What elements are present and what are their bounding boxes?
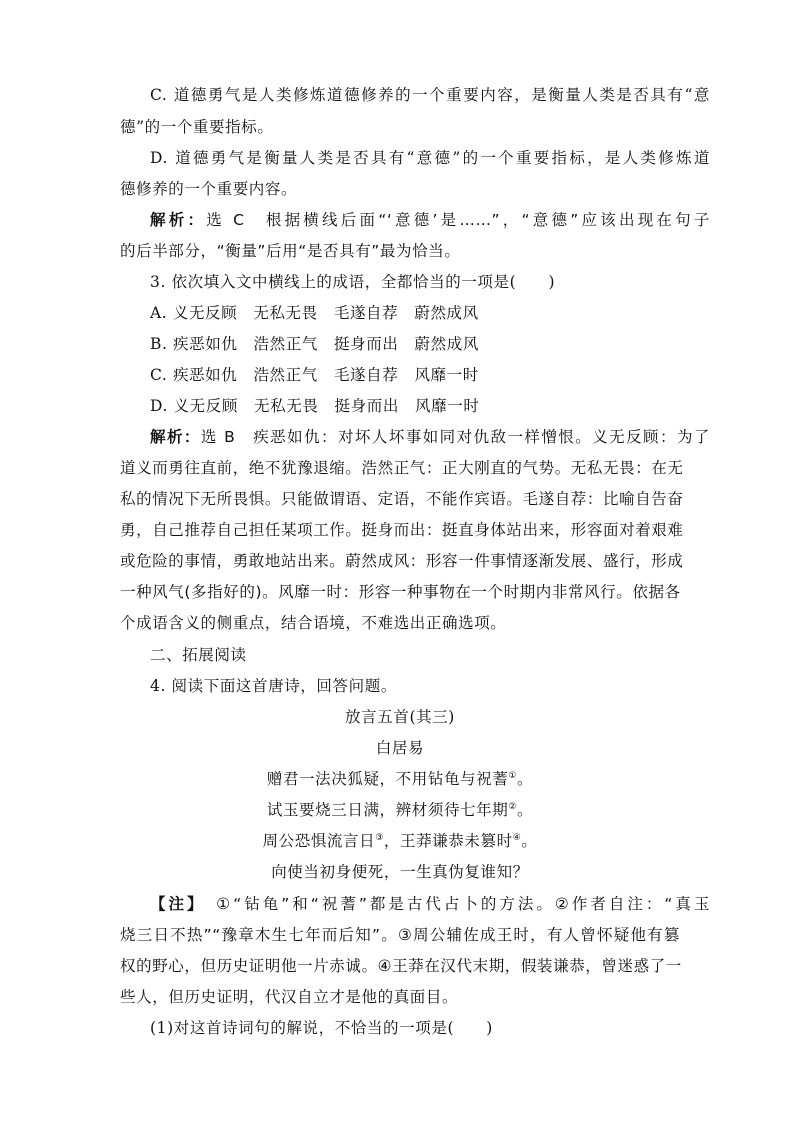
analysis-2-line-3: 私的情况下无所畏惧。只能做谓语、定语，不能作宾语。毛遂自荐：比喻自告奋 — [120, 490, 684, 508]
analysis-2-line-4: 勇，自己推荐自己担任某项工作。挺身而出：挺直身体站出来，形容面对着艰难 — [120, 521, 684, 539]
poem-punctuation: 。 — [521, 832, 538, 850]
analysis-2-line-7: 个成语含义的侧重点，结合语境，不难选出正确选项。 — [120, 614, 507, 632]
poem-line-2 — [120, 799, 680, 821]
footnote-marker: ③ — [375, 832, 384, 843]
analysis-1-line-1 — [150, 209, 710, 231]
analysis-2-line-5: 或危险的事情，勇敢地站出来。蔚然成风：形容一件事情逐渐发展、盛行，形成 — [120, 552, 684, 570]
analysis-text: 选 C 根据横线后面“‘意德’是……”，“意德”应该出现在句子 — [206, 211, 710, 229]
question-3-option-a: A. 义无反顾 无私无畏 毛遂自荐 蔚然成风 — [150, 304, 479, 322]
note-line-4: 些人，但历史证明，代汉自立才是他的真面目。 — [120, 988, 459, 1006]
poem-text: 赠君一法决狐疑，不用钻龟与祝蓍 — [266, 770, 509, 788]
question-3-option-d: D. 义无反顾 无私无畏 挺身而出 风靡一时 — [150, 397, 480, 415]
footnote-marker: ① — [508, 770, 518, 781]
analysis-label: 解析： — [150, 211, 207, 229]
analysis-2-line-6: 一种风气(多指好的)。风靡一时：形容一种事物在一个时期内非常风行。依据各 — [120, 583, 681, 601]
note-line-1 — [150, 893, 710, 915]
poem-punctuation: 。 — [517, 801, 534, 819]
poem-text: 周公恐惧流言日 — [262, 832, 376, 850]
poem-punctuation: 。 — [517, 770, 534, 788]
analysis-1-line-2: 的后半部分，“衡量”后用“是否具有”最为恰当。 — [120, 242, 461, 260]
footnote-marker: ② — [508, 801, 518, 812]
option-c-line-2: 德”的一个重要指标。 — [120, 118, 274, 136]
analysis-text: 选 B 疾恶如仇：对坏人坏事如同对仇敌一样憎恨。义无反顾：为了 — [200, 428, 710, 446]
question-3: 3. 依次填入文中横线上的成语，全都恰当的一项是( ) — [150, 273, 556, 291]
poem-line-3 — [120, 830, 680, 852]
poem-author: 白居易 — [375, 739, 425, 757]
note-line-3: 权的野心，但历史证明他一片赤诚。④王莽在汉代末期，假装谦恭，曾迷惑了一 — [120, 957, 682, 975]
note-label: 【注】 — [150, 895, 198, 913]
option-d-line-1: D. 道德勇气是衡量人类是否具有“意德”的一个重要指标，是人类修炼道 — [150, 149, 710, 167]
note-line-2: 烧三日不热”“豫章木生七年而后知”。③周公辅佐成王时，有人曾怀疑他有篡 — [120, 926, 680, 944]
option-c-line-1: C. 道德勇气是人类修炼道德修养的一个重要内容，是衡量人类是否具有“意 — [150, 86, 710, 104]
analysis-2-line-1 — [150, 426, 710, 448]
analysis-label: 解析： — [150, 428, 201, 446]
footnote-marker: ④ — [512, 832, 522, 843]
poem-line-1 — [120, 768, 680, 790]
note-text: ①“钻龟”和“祝蓍”都是古代占卜的方法。②作者自注：“真玉 — [197, 895, 710, 913]
section-heading-extended-reading: 二、拓展阅读 — [150, 646, 247, 664]
poem-title: 放言五首(其三) — [345, 708, 455, 726]
option-d-line-2: 德修养的一个重要内容。 — [120, 180, 298, 198]
question-3-option-c: C. 疾恶如仇 浩然正气 毛遂自荐 风靡一时 — [150, 366, 479, 384]
analysis-2-line-2: 道义而勇往直前，绝不犹豫退缩。浩然正气：正大刚直的气势。无私无畏：在无 — [120, 459, 684, 477]
question-3-option-b: B. 疾恶如仇 浩然正气 挺身而出 蔚然成风 — [150, 335, 479, 353]
poem-line-4: 向使当初身便死，一生真伪复谁知？ — [271, 863, 529, 881]
poem-text: 试玉要烧三日满，辨材须待七年期 — [266, 801, 509, 819]
question-4: 4. 阅读下面这首唐诗，回答问题。 — [150, 677, 397, 695]
question-4-1: (1)对这首诗词句的解说，不恰当的一项是( ) — [150, 1019, 493, 1037]
poem-text: ，王莽谦恭未篡时 — [383, 832, 513, 850]
